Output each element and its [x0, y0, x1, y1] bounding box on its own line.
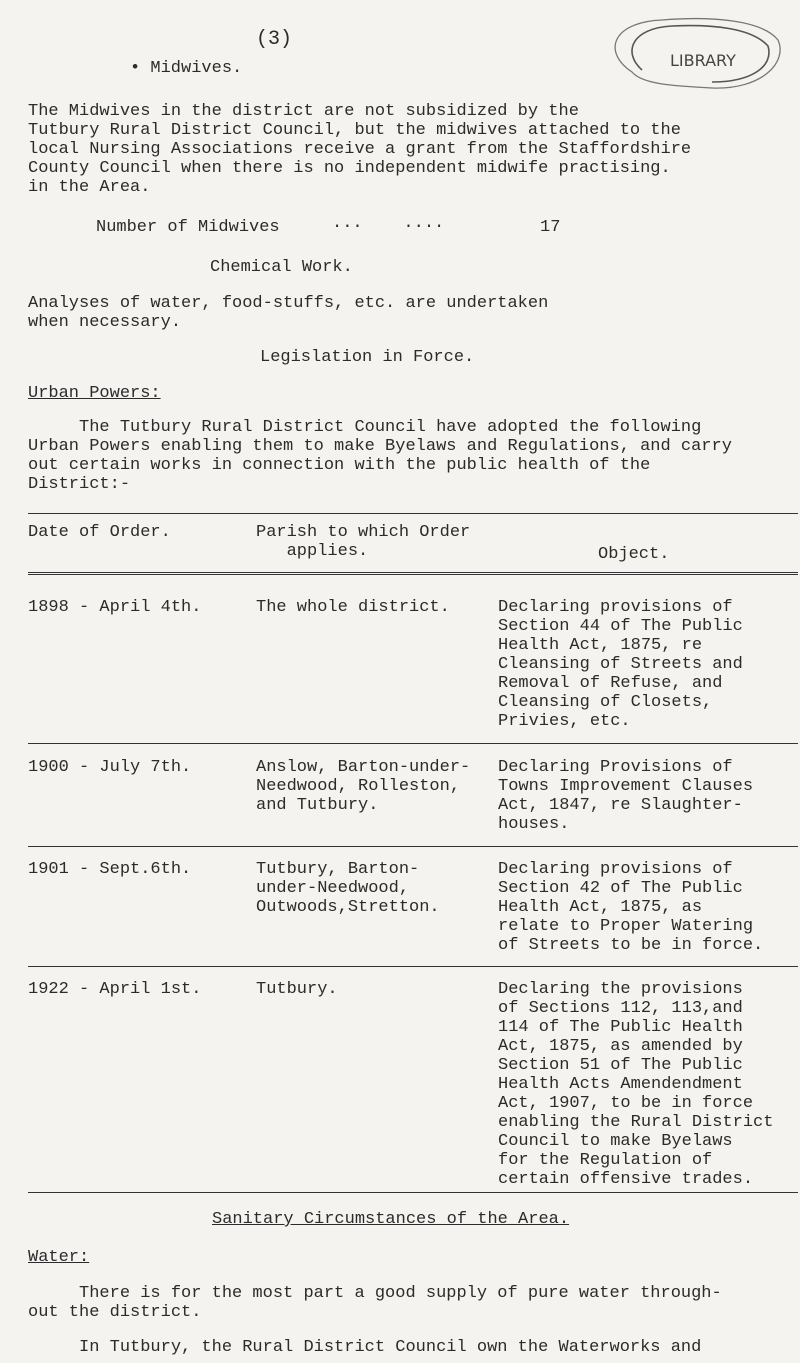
header-date: Date of Order.: [28, 523, 171, 542]
section-heading-midwives: • Midwives.: [130, 59, 243, 78]
row-2-date: 1900 - July 7th.: [28, 758, 192, 777]
table-top-rule: [28, 513, 798, 514]
stamp-text: LIBRARY: [670, 51, 736, 70]
water-heading: Water:: [28, 1248, 90, 1267]
row-1-object: Declaring provisions of Section 44 of The Public Health Act, 1875, re Cleansing of Streets and Removal of Refuse, and Cleansing of Closets, Privies, etc.: [498, 598, 743, 731]
row-4-parish: Tutbury.: [256, 980, 338, 999]
row-1-parish: The whole district.: [256, 598, 450, 617]
chemical-heading: Chemical Work.: [210, 258, 353, 277]
legislation-paragraph: The Tutbury Rural District Council have adopted the following Urban Powers enabling them to make Byelaws and Regulations, and carry out certain works in connection with the public health of the District:-: [28, 418, 732, 494]
row-2-parish: Anslow, Barton-under- Needwood, Rolleston, and Tutbury.: [256, 758, 471, 815]
header-parish: Parish to which Order applies.: [256, 523, 471, 561]
midwives-count-label: Number of Midwives: [96, 218, 280, 237]
page-number: (3): [256, 28, 293, 51]
row-1-date: 1898 - April 4th.: [28, 598, 202, 617]
row-2-rule: [28, 846, 798, 847]
row-4-object: Declaring the provisions of Sections 112, 113,and 114 of The Public Health Act, 1875, as amended by Section 51 of The Public Health Acts Amendendment Act, 1907, to be in force enabling the Rural District Council to make Byelaws for the Regulation of certain offensive trades.: [498, 980, 774, 1189]
library-stamp: [592, 12, 788, 92]
row-1-rule: [28, 743, 798, 744]
table-bottom-rule: [28, 1192, 798, 1193]
midwives-count-value: 17: [540, 218, 561, 237]
midwives-count-dots: ... ....: [332, 214, 445, 233]
row-2-object: Declaring Provisions of Towns Improvement Clauses Act, 1847, re Slaughter- houses.: [498, 758, 754, 834]
row-3-object: Declaring provisions of Section 42 of The Public Health Act, 1875, as relate to Proper Watering of Streets to be in force.: [498, 860, 764, 955]
header-object: Object.: [598, 545, 670, 564]
midwives-paragraph: The Midwives in the district are not subsidized by the Tutbury Rural District Council, but the midwives attached to the local Nursing Associations receive a grant from the Staffordshire County Council when there is no independent midwife practising. in the Area.: [28, 102, 692, 197]
row-4-date: 1922 - April 1st.: [28, 980, 202, 999]
water-paragraph-1: There is for the most part a good supply of pure water through- out the district.: [28, 1284, 722, 1322]
chemical-paragraph: Analyses of water, food-stuffs, etc. are undertaken when necessary.: [28, 294, 549, 332]
row-3-date: 1901 - Sept.6th.: [28, 860, 192, 879]
sanitary-heading: Sanitary Circumstances of the Area.: [212, 1210, 570, 1229]
legislation-heading: Legislation in Force.: [260, 348, 475, 367]
water-paragraph-2: In Tutbury, the Rural District Council own the Waterworks and: [28, 1338, 702, 1357]
row-3-rule: [28, 966, 798, 967]
urban-powers-heading: Urban Powers:: [28, 384, 161, 403]
row-3-parish: Tutbury, Barton- under-Needwood, Outwoods,Stretton.: [256, 860, 440, 917]
table-header-rule: [28, 572, 798, 575]
